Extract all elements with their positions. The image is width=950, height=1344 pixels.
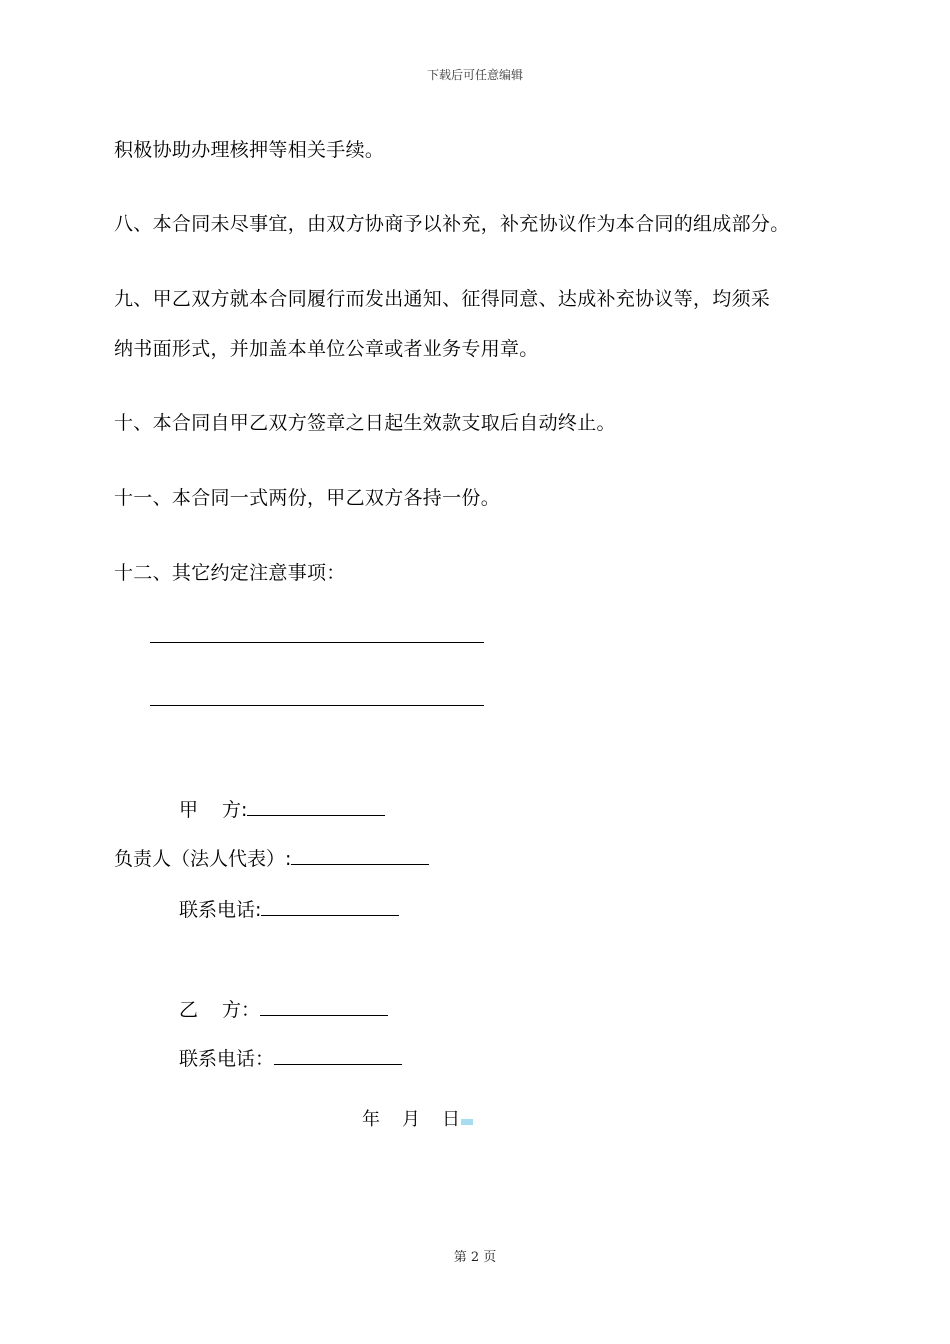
blank-fill-line-1[interactable]: [150, 642, 484, 643]
clause-11: 十一、本合同一式两份，甲乙双方各持一份。: [114, 487, 501, 509]
clause-9-line-1: 九、甲乙双方就本合同履行而发出通知、征得同意、达成补充协议等，均须采: [114, 288, 771, 310]
party-a-fill-line[interactable]: [247, 797, 385, 816]
contact-b-fill-line[interactable]: [274, 1046, 402, 1065]
clause-8: 八、本合同未尽事宜，由双方协商予以补充，补充协议作为本合同的组成部分。: [114, 213, 790, 235]
representative-fill-line[interactable]: [291, 846, 429, 865]
party-a-row: [179, 797, 385, 822]
clause-continuation: 积极协助办理核押等相关手续。: [114, 139, 385, 161]
date-month: 月: [402, 1109, 420, 1130]
clause-10: 十、本合同自甲乙双方签章之日起生效款支取后自动终止。: [114, 412, 616, 434]
contact-a-label: 联系电话:: [179, 899, 262, 921]
contact-b-row: [179, 1046, 402, 1071]
party-b-row: [179, 997, 388, 1022]
contact-a-row: [179, 897, 399, 922]
clause-12: 十二、其它约定注意事项：: [114, 562, 346, 584]
representative-row: [114, 846, 429, 871]
date-day: 日: [442, 1109, 460, 1130]
party-a-label-2: 方:: [222, 799, 248, 821]
page-header: 下载后可任意编辑: [426, 68, 523, 82]
party-a-label-1: 甲: [179, 799, 199, 821]
text-cursor-highlight: [461, 1119, 473, 1125]
contact-a-fill-line[interactable]: [261, 897, 399, 916]
party-b-label-1: 乙: [179, 999, 199, 1021]
party-b-label-2: 方：: [222, 999, 261, 1021]
party-b-fill-line[interactable]: [260, 997, 388, 1016]
clause-9-line-2: 纳书面形式，并加盖本单位公章或者业务专用章。: [114, 338, 539, 360]
date-year: 年: [362, 1109, 380, 1130]
representative-label: 负责人（法人代表）:: [114, 848, 292, 870]
blank-fill-line-2[interactable]: [150, 705, 484, 706]
page-number: 第 2 页: [453, 1250, 497, 1265]
contact-b-label: 联系电话：: [179, 1048, 275, 1070]
date-row: [362, 1108, 473, 1132]
